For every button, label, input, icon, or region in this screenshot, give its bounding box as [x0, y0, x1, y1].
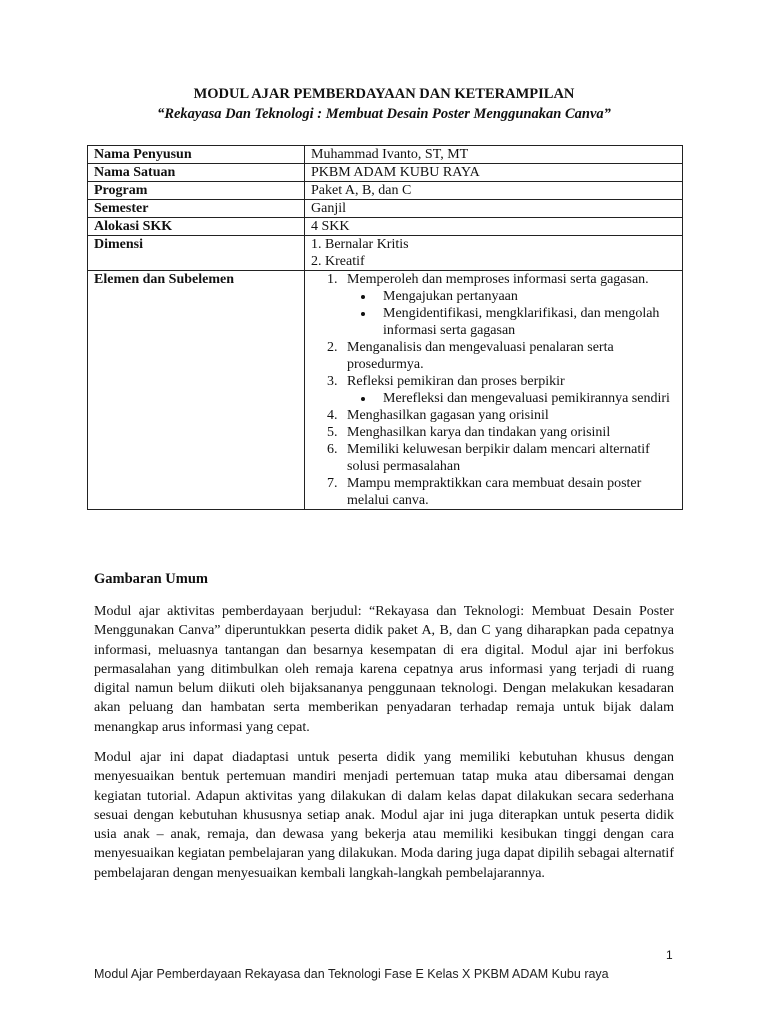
row-value: Muhammad Ivanto, ST, MT: [305, 146, 683, 164]
row-value: 4 SKK: [305, 218, 683, 236]
paragraph: Modul ajar ini dapat diadaptasi untuk peserta didik yang memiliki kebutuhan khusus dengan menyesuaikan bentuk pertemuan mandiri menjadi pertemuan tatap muka atau dibersamai dengan kegiatan tutorial. Adapun aktivitas yang dilakukan di dalam kelas dapat dilakukan secara sederhana sesuai dengan kebutuhan khususnya setiap anak. Modul ajar ini juga diterapkan untuk peserta didik usia anak – anak, remaja, dan dewasa yang bekerja atau memiliki kesibukan tinggi dengan cara menyesuaikan kegiatan pembelajaran yang dilakukan. Moda daring juga dapat dipilih sebagai alternatif pembelajaran dengan menyesuaikan kembali langkah-langkah pembelajarannya.: [94, 750, 674, 881]
table-row-dimensi: [88, 236, 683, 271]
list-item: • Mengidentifikasi, mengklarifikasi, dan mengolah informasi serta gagasan: [375, 305, 676, 339]
table-row: [88, 146, 683, 164]
elemen-cell: [305, 271, 683, 510]
list-item: [341, 441, 676, 475]
list-item: [341, 373, 676, 407]
list-item: [341, 339, 676, 373]
dimensi-list: [305, 236, 683, 271]
row-value: PKBM ADAM KUBU RAYA: [305, 164, 683, 182]
list-item: • Merefleksi dan mengevaluasi pemikirannya sendiri: [375, 390, 676, 407]
list-item: [341, 424, 676, 441]
paragraph: Modul ajar aktivitas pemberdayaan berjudul: “Rekayasa dan Teknologi: Membuat Desain Poster Menggunakan Canva” diperuntukkan peserta didik paket A, B, dan C yang diharapkan pada cepatnya informasi, meluasnya tantangan dan besarnya kesempatan di era digital. Modul ajar ini berfokus permasalahan yang ditimbulkan oleh remaja karena cepatnya arus informasi yang terjadi di ruang digital namun belum diikuti oleh bijaksananya penggunaan teknologi. Dengan melakukan kesadaran akan peluang dan hambatan serta memberikan penyadaran terhadap remaja untuk bijak dalam menangkap arus informasi yang cepat.: [94, 604, 674, 735]
list-item: [341, 407, 676, 424]
list-item: [341, 271, 676, 339]
elemen-text: Refleksi pemikiran dan proses berpikir: [347, 374, 565, 389]
table-row-elemen: [88, 271, 683, 510]
row-value: Paket A, B, dan C: [305, 182, 683, 200]
subelemen-list: [347, 390, 676, 407]
elemen-text: Menghasilkan gagasan yang orisinil: [347, 408, 549, 423]
table-row: [88, 182, 683, 200]
row-key: Dimensi: [88, 236, 305, 271]
list-item: [341, 475, 676, 509]
subelemen-list: [347, 288, 676, 339]
elemen-text: Menghasilkan karya dan tindakan yang orisinil: [347, 425, 611, 440]
elemen-list: [311, 271, 676, 509]
elemen-text: Memperoleh dan memproses informasi serta gagasan.: [347, 272, 649, 287]
dimensi-item: 1. Bernalar Kritis: [311, 237, 409, 252]
row-key: Nama Satuan: [88, 164, 305, 182]
document-title: MODUL AJAR PEMBERDAYAAN DAN KETERAMPILAN: [193, 86, 575, 102]
elemen-text: Menganalisis dan mengevaluasi penalaran serta prosedurmya.: [347, 340, 614, 372]
row-value: Ganjil: [305, 200, 683, 218]
document-subtitle: “Rekayasa Dan Teknologi : Membuat Desain Poster Menggunakan Canva”: [157, 106, 611, 122]
row-key: Semester: [88, 200, 305, 218]
row-key: Program: [88, 182, 305, 200]
page-footer: Modul Ajar Pemberdayaan Rekayasa dan Teknologi Fase E Kelas X PKBM ADAM Kubu raya: [94, 967, 609, 981]
elemen-text: Memiliki keluwesan berpikir dalam mencari alternatif solusi permasalahan: [347, 442, 650, 474]
page-number: 1: [666, 948, 673, 962]
elemen-text: Mampu mempraktikkan cara membuat desain poster melalui canva.: [347, 476, 642, 508]
row-key: Nama Penyusun: [88, 146, 305, 164]
table-row: [88, 164, 683, 182]
row-key: Alokasi SKK: [88, 218, 305, 236]
dimensi-item: 2. Kreatif: [311, 254, 365, 269]
section-heading: Gambaran Umum: [94, 571, 208, 587]
table-row: [88, 218, 683, 236]
row-key: Elemen dan Subelemen: [88, 271, 305, 510]
list-item: • Mengajukan pertanyaan: [375, 288, 676, 305]
module-info-table: [87, 145, 683, 510]
table-row: [88, 200, 683, 218]
